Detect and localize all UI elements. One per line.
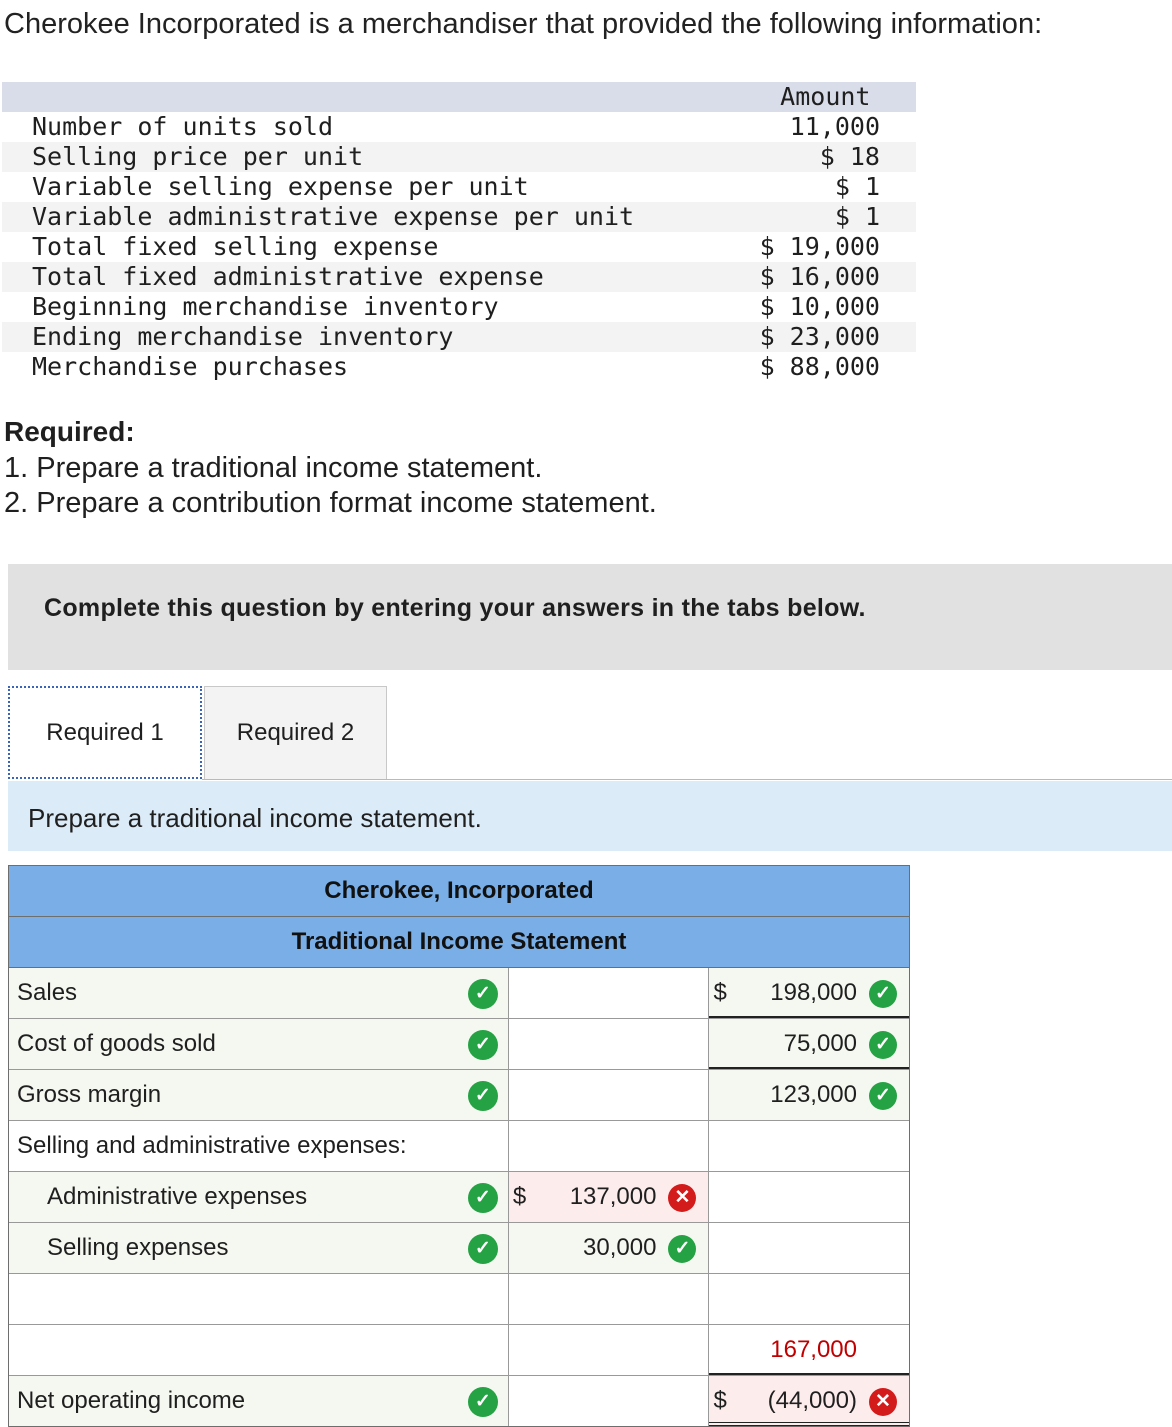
required-item-1: 1. Prepare a traditional income statement. <box>4 452 543 484</box>
given-amount: $ 16,000 <box>735 262 916 292</box>
check-icon: ✓ <box>468 979 498 1009</box>
total-input-cogs[interactable] <box>709 1019 909 1069</box>
check-icon: ✓ <box>869 1031 897 1059</box>
table-row <box>9 1121 909 1172</box>
check-icon: ✓ <box>869 1082 897 1110</box>
row-label: Selling expenses <box>47 1234 229 1261</box>
dollar-sign: $ <box>713 979 727 1006</box>
label-dropdown-empty[interactable] <box>9 1325 509 1375</box>
label-dropdown-net-operating-income[interactable] <box>9 1376 509 1426</box>
check-icon: ✓ <box>468 1183 498 1213</box>
intro-text: Cherokee Incorporated is a merchandiser that provided the following information: <box>4 8 1043 40</box>
check-icon: ✓ <box>468 1081 498 1111</box>
amount-input-administrative[interactable] <box>509 1172 710 1222</box>
given-label: Variable administrative expense per unit <box>2 202 735 232</box>
income-statement <box>8 865 910 1427</box>
amount-column-header: Amount <box>735 82 916 112</box>
row-label: Net operating income <box>17 1387 246 1414</box>
table-row <box>9 1070 909 1121</box>
required-item-2: 2. Prepare a contribution format income statement. <box>4 487 657 519</box>
given-amount: 11,000 <box>789 112 880 141</box>
amount-input-empty[interactable] <box>509 1274 710 1324</box>
check-icon: ✓ <box>668 1235 696 1263</box>
amount-input-empty[interactable] <box>509 1019 710 1069</box>
total-input-empty[interactable] <box>709 1172 909 1222</box>
tab-label: Required 1 <box>46 718 164 746</box>
error-x-icon: ✕ <box>668 1184 696 1212</box>
check-icon: ✓ <box>468 1234 498 1264</box>
tab-instruction-text: Prepare a traditional income statement. <box>28 803 482 833</box>
table-row <box>9 1376 909 1426</box>
section-label-cell <box>9 1121 509 1171</box>
given-row <box>2 292 916 322</box>
tab-label: Required 2 <box>236 719 355 746</box>
total-input-empty[interactable] <box>709 1274 909 1324</box>
instruction-banner <box>8 564 1172 670</box>
required-heading: Required: <box>4 416 135 447</box>
given-amount: $ 1 <box>735 202 916 232</box>
amount-value: 30,000 <box>583 1234 657 1261</box>
tab-divider <box>202 779 1172 780</box>
company-name: Cherokee, Incorporated <box>9 866 909 917</box>
given-label: Beginning merchandise inventory <box>32 292 499 321</box>
given-row <box>2 142 916 172</box>
row-label: Gross margin <box>17 1081 162 1108</box>
given-row <box>2 232 916 262</box>
check-icon: ✓ <box>869 980 897 1008</box>
given-row <box>2 112 916 142</box>
total-input-gross-margin[interactable] <box>709 1070 909 1120</box>
label-dropdown-selling[interactable] <box>9 1223 509 1273</box>
check-icon: ✓ <box>468 1030 498 1060</box>
table-row <box>9 1223 909 1274</box>
label-dropdown-cogs[interactable] <box>9 1019 509 1069</box>
given-amount: $ 1 <box>834 172 880 201</box>
table-row <box>9 1274 909 1325</box>
given-label: Merchandise purchases <box>32 352 349 381</box>
tab-required-1[interactable] <box>8 686 202 779</box>
label-dropdown-administrative[interactable] <box>9 1172 509 1222</box>
given-label: Total fixed selling expense <box>32 232 439 261</box>
total-value: 75,000 <box>783 1030 858 1057</box>
given-row <box>2 322 916 352</box>
amount-input-empty[interactable] <box>509 1376 710 1426</box>
amount-input-selling[interactable] <box>509 1223 710 1273</box>
amount-input-empty[interactable] <box>509 1070 710 1120</box>
total-value: 123,000 <box>770 1081 858 1108</box>
label-dropdown-sales[interactable] <box>9 968 509 1018</box>
given-amount: $ 19,000 <box>759 232 880 261</box>
given-row <box>2 262 916 292</box>
amount-input-empty[interactable] <box>509 1121 710 1171</box>
section-label: Selling and administrative expenses: <box>17 1132 407 1159</box>
given-label: Ending merchandise inventory <box>2 322 735 352</box>
amount-input-empty[interactable] <box>509 1325 710 1375</box>
given-label: Total fixed administrative expense <box>2 262 735 292</box>
row-label: Administrative expenses <box>47 1183 308 1210</box>
dollar-sign: $ <box>512 1183 527 1210</box>
check-icon: ✓ <box>468 1387 498 1417</box>
total-input-empty[interactable] <box>709 1223 909 1273</box>
table-row <box>9 1019 909 1070</box>
given-amount: $ 18 <box>735 142 916 172</box>
row-label: Sales <box>17 979 78 1006</box>
table-row <box>9 968 909 1019</box>
amount-value: 137,000 <box>569 1183 657 1210</box>
table-row <box>9 1172 909 1223</box>
table-row <box>9 1325 909 1376</box>
amount-input-empty[interactable] <box>509 968 710 1018</box>
total-value: 198,000 <box>770 979 858 1006</box>
given-row <box>2 172 916 202</box>
given-amount: $ 10,000 <box>759 292 880 321</box>
given-amount: $ 23,000 <box>735 322 916 352</box>
tab-instruction-bar <box>8 781 1172 851</box>
total-input-empty[interactable] <box>709 1121 909 1171</box>
tab-required-2[interactable] <box>204 686 387 779</box>
statement-title: Traditional Income Statement <box>9 917 909 968</box>
total-value: 167,000 <box>770 1336 858 1363</box>
given-row <box>2 202 916 232</box>
given-label: Number of units sold <box>32 112 334 141</box>
error-x-icon: ✕ <box>869 1388 897 1416</box>
total-value: (44,000) <box>767 1387 858 1414</box>
given-row <box>2 352 916 382</box>
total-input-subtotal[interactable] <box>709 1325 909 1375</box>
banner-text: Complete this question by entering your answers in the tabs below. <box>44 594 866 622</box>
given-label: Variable selling expense per unit <box>32 172 529 201</box>
label-dropdown-empty[interactable] <box>9 1274 509 1324</box>
given-amount: $ 88,000 <box>759 352 880 381</box>
given-data-table <box>2 82 916 382</box>
total-input-net-operating-income[interactable] <box>709 1376 909 1426</box>
row-label: Cost of goods sold <box>17 1030 216 1057</box>
total-input-sales[interactable] <box>709 968 909 1018</box>
dollar-sign: $ <box>713 1387 727 1414</box>
given-label: Selling price per unit <box>2 142 735 172</box>
label-dropdown-gross-margin[interactable] <box>9 1070 509 1120</box>
